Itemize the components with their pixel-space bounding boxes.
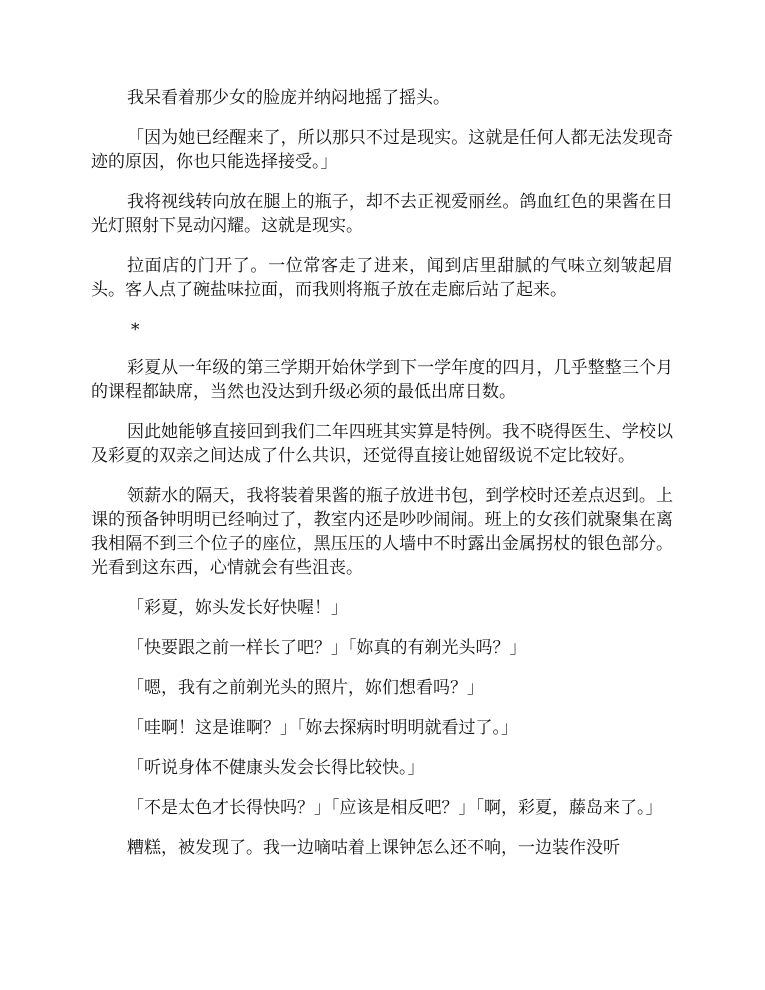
dialogue-line: 「哇啊！这是谁啊？」「妳去探病时明明就看过了。」 bbox=[127, 718, 518, 738]
dialogue-line: 「嗯，我有之前剃光头的照片，妳们想看吗？」 bbox=[127, 678, 484, 698]
dialogue-line: 「听说身体不健康头发会长得比较快。」 bbox=[127, 758, 425, 778]
dialogue-line: 「彩夏，妳头发长好快喔！」 bbox=[127, 598, 348, 618]
paragraph: 「因为她已经醒来了，所以那只不过是现实。这就是任何人都无法发现奇迹的原因，你也只能选择接受。」 bbox=[91, 128, 673, 172]
paragraph: 彩夏从一年级的第三学期开始休学到下一学年度的四月，几乎整整三个月的课程都缺席，当然也没达到升级必须的最低出席日数。 bbox=[91, 358, 673, 402]
paragraph: 糟糕，被发现了。我一边嘀咕着上课钟怎么还不响，一边装作没听 bbox=[127, 838, 620, 858]
dialogue-line: 「快要跟之前一样长了吧？」「妳真的有剃光头吗？」 bbox=[127, 638, 527, 658]
dialogue-line: 「不是太色才长得快吗？」「应该是相反吧？」「啊，彩夏，藤岛来了。」 bbox=[127, 798, 663, 818]
paragraph: 领薪水的隔天，我将装着果酱的瓶子放进书包，到学校时还差点迟到。上课的预备钟明明已经响过了，教室内还是吵吵闹闹。班上的女孩们就聚集在离我相隔不到三个位子的座位，黑压压的人墙中不时露出金属拐杖的银色部分。光看到这东西，心情就会有些沮丧。 bbox=[91, 486, 673, 578]
paragraph: 我将视线转向放在腿上的瓶子，却不去正视爱丽丝。鸽血红色的果酱在日光灯照射下晃动闪耀。这就是现实。 bbox=[91, 192, 673, 236]
section-separator: * bbox=[131, 320, 140, 340]
document-body bbox=[91, 86, 673, 876]
paragraph: 因此她能够直接回到我们二年四班其实算是特例。我不晓得医生、学校以及彩夏的双亲之间达成了什么共识，还觉得直接让她留级说不定比较好。 bbox=[91, 422, 673, 466]
paragraph: 拉面店的门开了。一位常客走了进来，闻到店里甜腻的气味立刻皱起眉头。客人点了碗盐味拉面，而我则将瓶子放在走廊后站了起来。 bbox=[91, 256, 673, 300]
paragraph: 我呆看着那少女的脸庞并纳闷地摇了摇头。 bbox=[127, 88, 450, 108]
